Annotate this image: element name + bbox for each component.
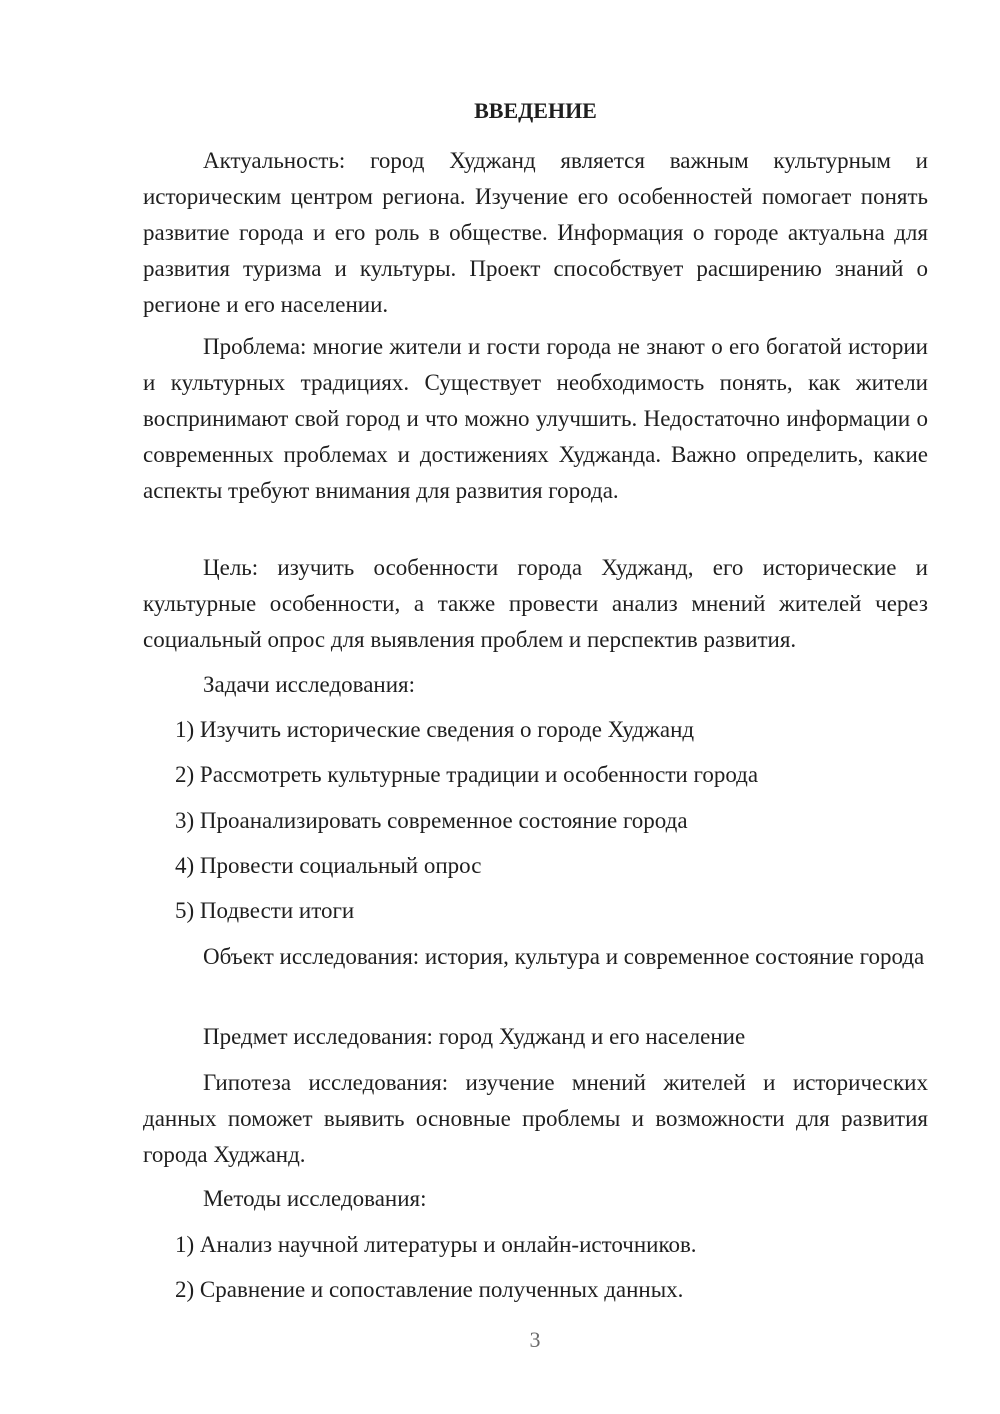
list-item: 4) Провести социальный опрос: [175, 853, 482, 878]
list-item: 1) Изучить исторические сведения о городе Худжанд: [175, 717, 695, 742]
subject-paragraph: Предмет исследования: город Худжанд и его население: [203, 1024, 746, 1049]
list-item: 2) Рассмотреть культурные традиции и особенности города: [175, 762, 759, 787]
list-item: 3) Проанализировать современное состояние города: [175, 808, 688, 833]
relevance-paragraph: Актуальность: город Худжанд является важным культурным и историческим центром региона. Изучение его особенностей помогает понять развитие города и его роль в обществе. Информация о городе актуальна для развития туризма и культуры. Проект способствует расширению знаний о регионе и его населении.: [143, 148, 928, 317]
object-paragraph: Объект исследования: история, культура и современное состояние города: [203, 944, 925, 969]
problem-paragraph: Проблема: многие жители и гости города не знают о его богатой истории и культурных традициях. Существует необходимость понять, как жители воспринимают свой город и что можно улучшить. Недостаточно информации о современных проблемах и достижениях Худжанда. Важно определить, какие аспекты требуют внимания для развития города.: [143, 334, 928, 503]
hypothesis-paragraph: Гипотеза исследования: изучение мнений жителей и исторических данных поможет выявить основные проблемы и возможности для развития города Худжанд.: [143, 1070, 928, 1167]
page-number: 3: [529, 1327, 541, 1352]
methods-heading: Методы исследования:: [203, 1186, 427, 1211]
goal-paragraph: Цель: изучить особенности города Худжанд, его исторические и культурные особенности, а также провести анализ мнений жителей через социальный опрос для выявления проблем и перспектив развития.: [143, 555, 928, 652]
list-item: 1) Анализ научной литературы и онлайн-источников.: [175, 1232, 697, 1257]
list-item: 5) Подвести итоги: [175, 898, 355, 923]
section-title: ВВЕДЕНИЕ: [474, 98, 597, 123]
list-item: 2) Сравнение и сопоставление полученных данных.: [175, 1277, 684, 1302]
tasks-heading: Задачи исследования:: [203, 672, 416, 697]
